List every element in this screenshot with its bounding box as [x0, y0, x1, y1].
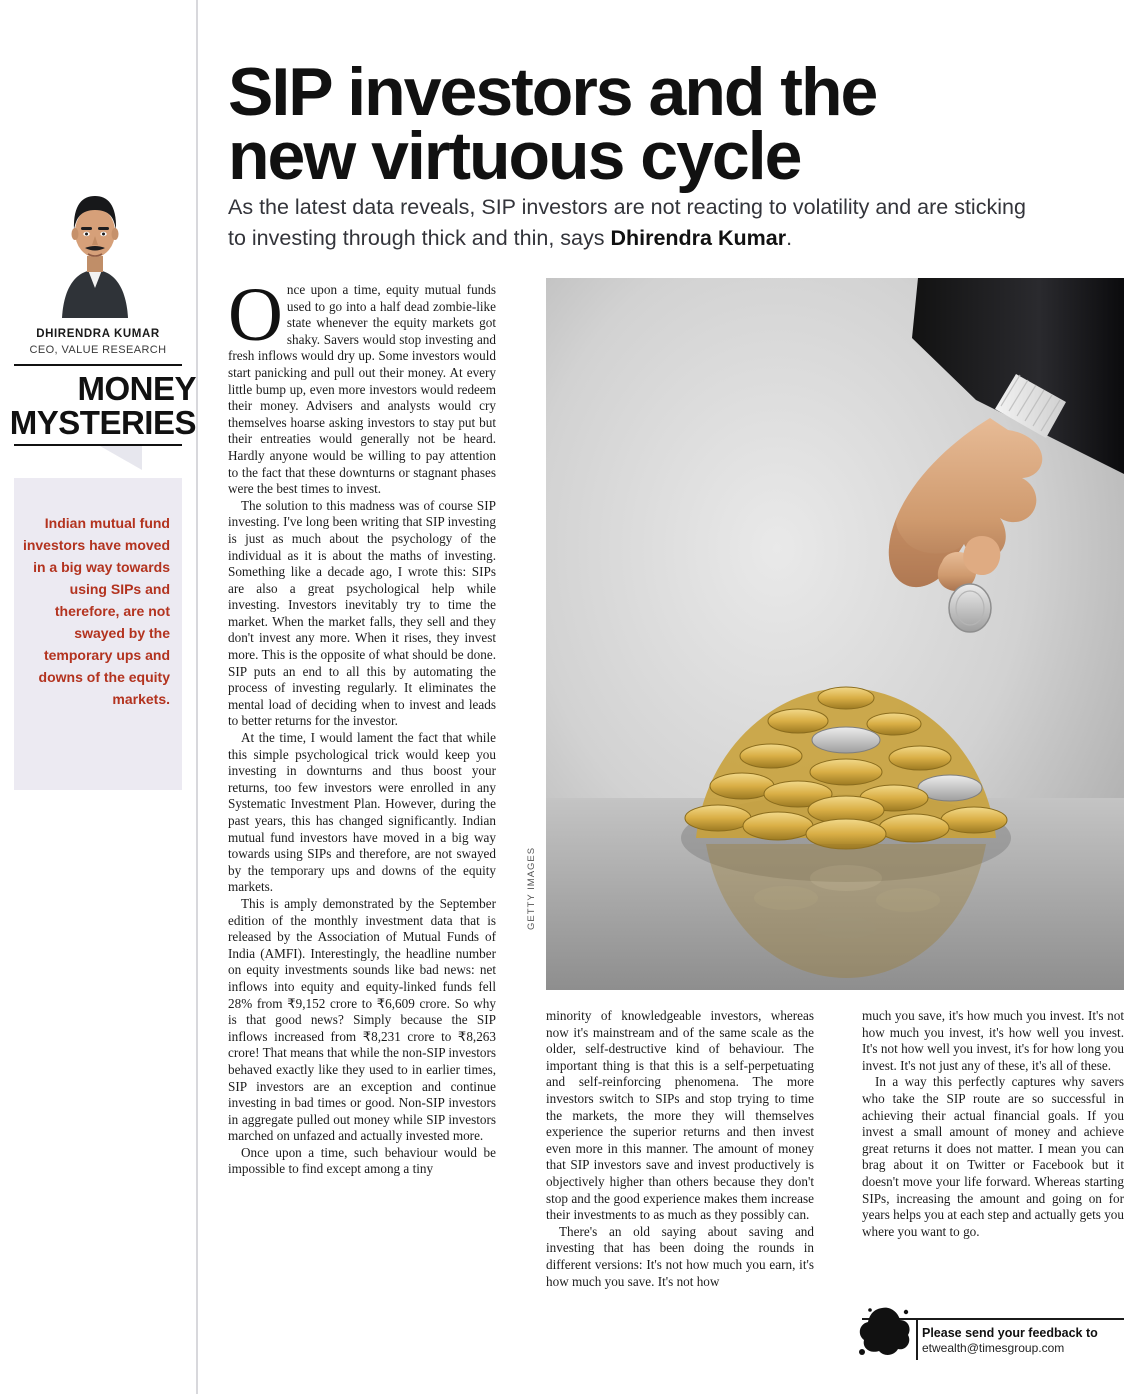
paragraph-text: Once upon a time, such behaviour would be impossible to find except among a tiny: [228, 1144, 496, 1177]
body-column-1: [228, 273, 496, 1178]
headline-line-1: SIP investors and the: [228, 53, 877, 130]
body-column-3: [862, 1008, 1124, 1240]
paragraph-text: minority of knowledgeable investors, whereas now it's mainstream and of the same scale as the older, self-destructive kind of behaviour. The important thing is that this is a self-perpetuating and self-reinforcing phenomena. The more investors switch to SIPs and stop trying to time the markets, the more they will themselves experience the superior returns and then invest even more in this manner. The amount of money that SIP investors save and invest productively is objectively higher than others because they don't stop and the good experience makes them increase their investments to as much as they possibly can.: [546, 1008, 814, 1223]
standfirst: [228, 192, 1048, 254]
ink-blot-icon: [856, 1304, 914, 1358]
column-title-line2: MYSTERIES: [9, 404, 196, 441]
feedback-vertical-rule: [916, 1320, 918, 1360]
paragraph-text: The solution to this madness was of course SIP investing. I've long been writing that SIP investing is just as much about the psychology of the individual as it is about the maths of investing. Something like a decade ago, I wrote this: SIPs are also a great psychological help while investing. Investors inevitably try to time the market. When the market falls, they sell and they don't invest any more. When it rises, they invest more. This is the opposite of what should be done. SIP puts an end to all this by automating the process of investing regularly. It eliminates the mental load of deciding when to invest and leads to better returns for the investor.: [228, 497, 496, 729]
feedback-email[interactable]: etwealth@timesgroup.com: [922, 1341, 1065, 1355]
paragraph: [546, 1008, 814, 1224]
paragraph: [228, 273, 496, 498]
standfirst-text: As the latest data reveals, SIP investors are not reacting to volatility and are sticking to investing through thick and thin, says: [228, 195, 1026, 250]
paragraph-text: There's an old saying about saving and investing that has been doing the rounds in different versions: It's not how much you earn, it's how much you save. It's not how: [546, 1223, 814, 1289]
feedback-label: Please send your feedback to: [922, 1326, 1098, 1340]
paragraph: [228, 1145, 496, 1178]
column-title-line1: MONEY: [77, 370, 196, 407]
standfirst-author: Dhirendra Kumar: [610, 226, 787, 250]
paragraph-text: much you save, it's how much you invest. It's not how much you invest, it's how well you invest. It's not how well you invest, it's for how long you invest. It's not just any of these, it's all of these.: [862, 1008, 1124, 1073]
author-photo: [58, 170, 132, 318]
paragraph: [228, 498, 496, 730]
article-photo: [546, 278, 1124, 990]
paragraph-text: This is amply demonstrated by the September edition of the monthly investment data that is released by the Association of Mutual Funds of India (AMFI). Interestingly, the headline number on equity investments sounds like bad news: net inflows into equity and equity-linked funds fell 28% from ₹9,152 crore to ₹6,609 crore. So why is that good news? Simply because the SIP inflows increased from ₹8,231 crore to ₹8,263 crore! That means that while the non-SIP investors behaved exactly like they used to in earlier times, SIP investors are an exception and continue investing in bad times or good. Non-SIP investors in aggregate pulled out money while SIP investors marched on unfazed and actually invested more.: [228, 895, 496, 1144]
paragraph: [546, 1224, 814, 1290]
rail-divider: [196, 0, 198, 1394]
paragraph-text: nce upon a time, equity mutual funds used to go into a half dead zombie-like state whenever the equity markets got shaky. Savers would stop investing and fresh inflows would dry up. Some investors would start panicking and pull out their money. At every little bump up, even more investors would redeem their money. Advisers and analysts would cry themselves hoarse asking investors to stay put but their entreaties would generally not be heard. Hardly anyone would be willing to pay attention to the fact that these downturns or stagnant phases were the best times to invest.: [228, 282, 496, 497]
paragraph: [228, 730, 496, 896]
rail-triangle-accent: [100, 446, 142, 470]
headline-line-2: new virtuous cycle: [228, 117, 801, 194]
standfirst-end: .: [786, 226, 793, 250]
author-name: DHIRENDRA KUMAR: [36, 328, 160, 340]
pullquote-text: Indian mutual fund investors have moved in a big way towards using SIPs and therefore, are not swayed by the temporary ups and downs of the equity markets.: [22, 515, 170, 707]
paragraph-text: At the time, I would lament the fact that while this simple psychological trick would keep you investing in downturns and thus boost your returns, too few investors were enrolled in any Systematic Investment Plan. However, during the past years, this has changed significantly. Indian mutual fund investors have moved in a big way towards using SIPs and therefore, are not swayed by the temporary ups and downs of the equity markets.: [228, 730, 496, 895]
body-column-2: [546, 1008, 814, 1290]
dropcap: O: [228, 273, 283, 357]
rail-rule-bottom: [14, 444, 182, 446]
paragraph: [228, 896, 496, 1145]
page-title: [228, 53, 1118, 194]
photo-credit: GETTY IMAGES: [526, 846, 537, 930]
paragraph: [862, 1074, 1124, 1240]
author-role: CEO, VALUE RESEARCH: [29, 344, 167, 356]
paragraph: [862, 1008, 1124, 1074]
rail-rule-top: [14, 364, 182, 366]
paragraph-text: In a way this perfectly captures why savers who take the SIP route are so successful in achieving their actual financial goals. If you invest a small amount of money and achieve great returns it does not matter. I mean you can brag about it on Twitter or Facebook but it doesn't move your life forward. Whereas starting SIPs, increasing the amount and going on for years helps you at each step and actually gets you where you want to go.: [862, 1074, 1124, 1239]
column-title: [8, 372, 196, 440]
